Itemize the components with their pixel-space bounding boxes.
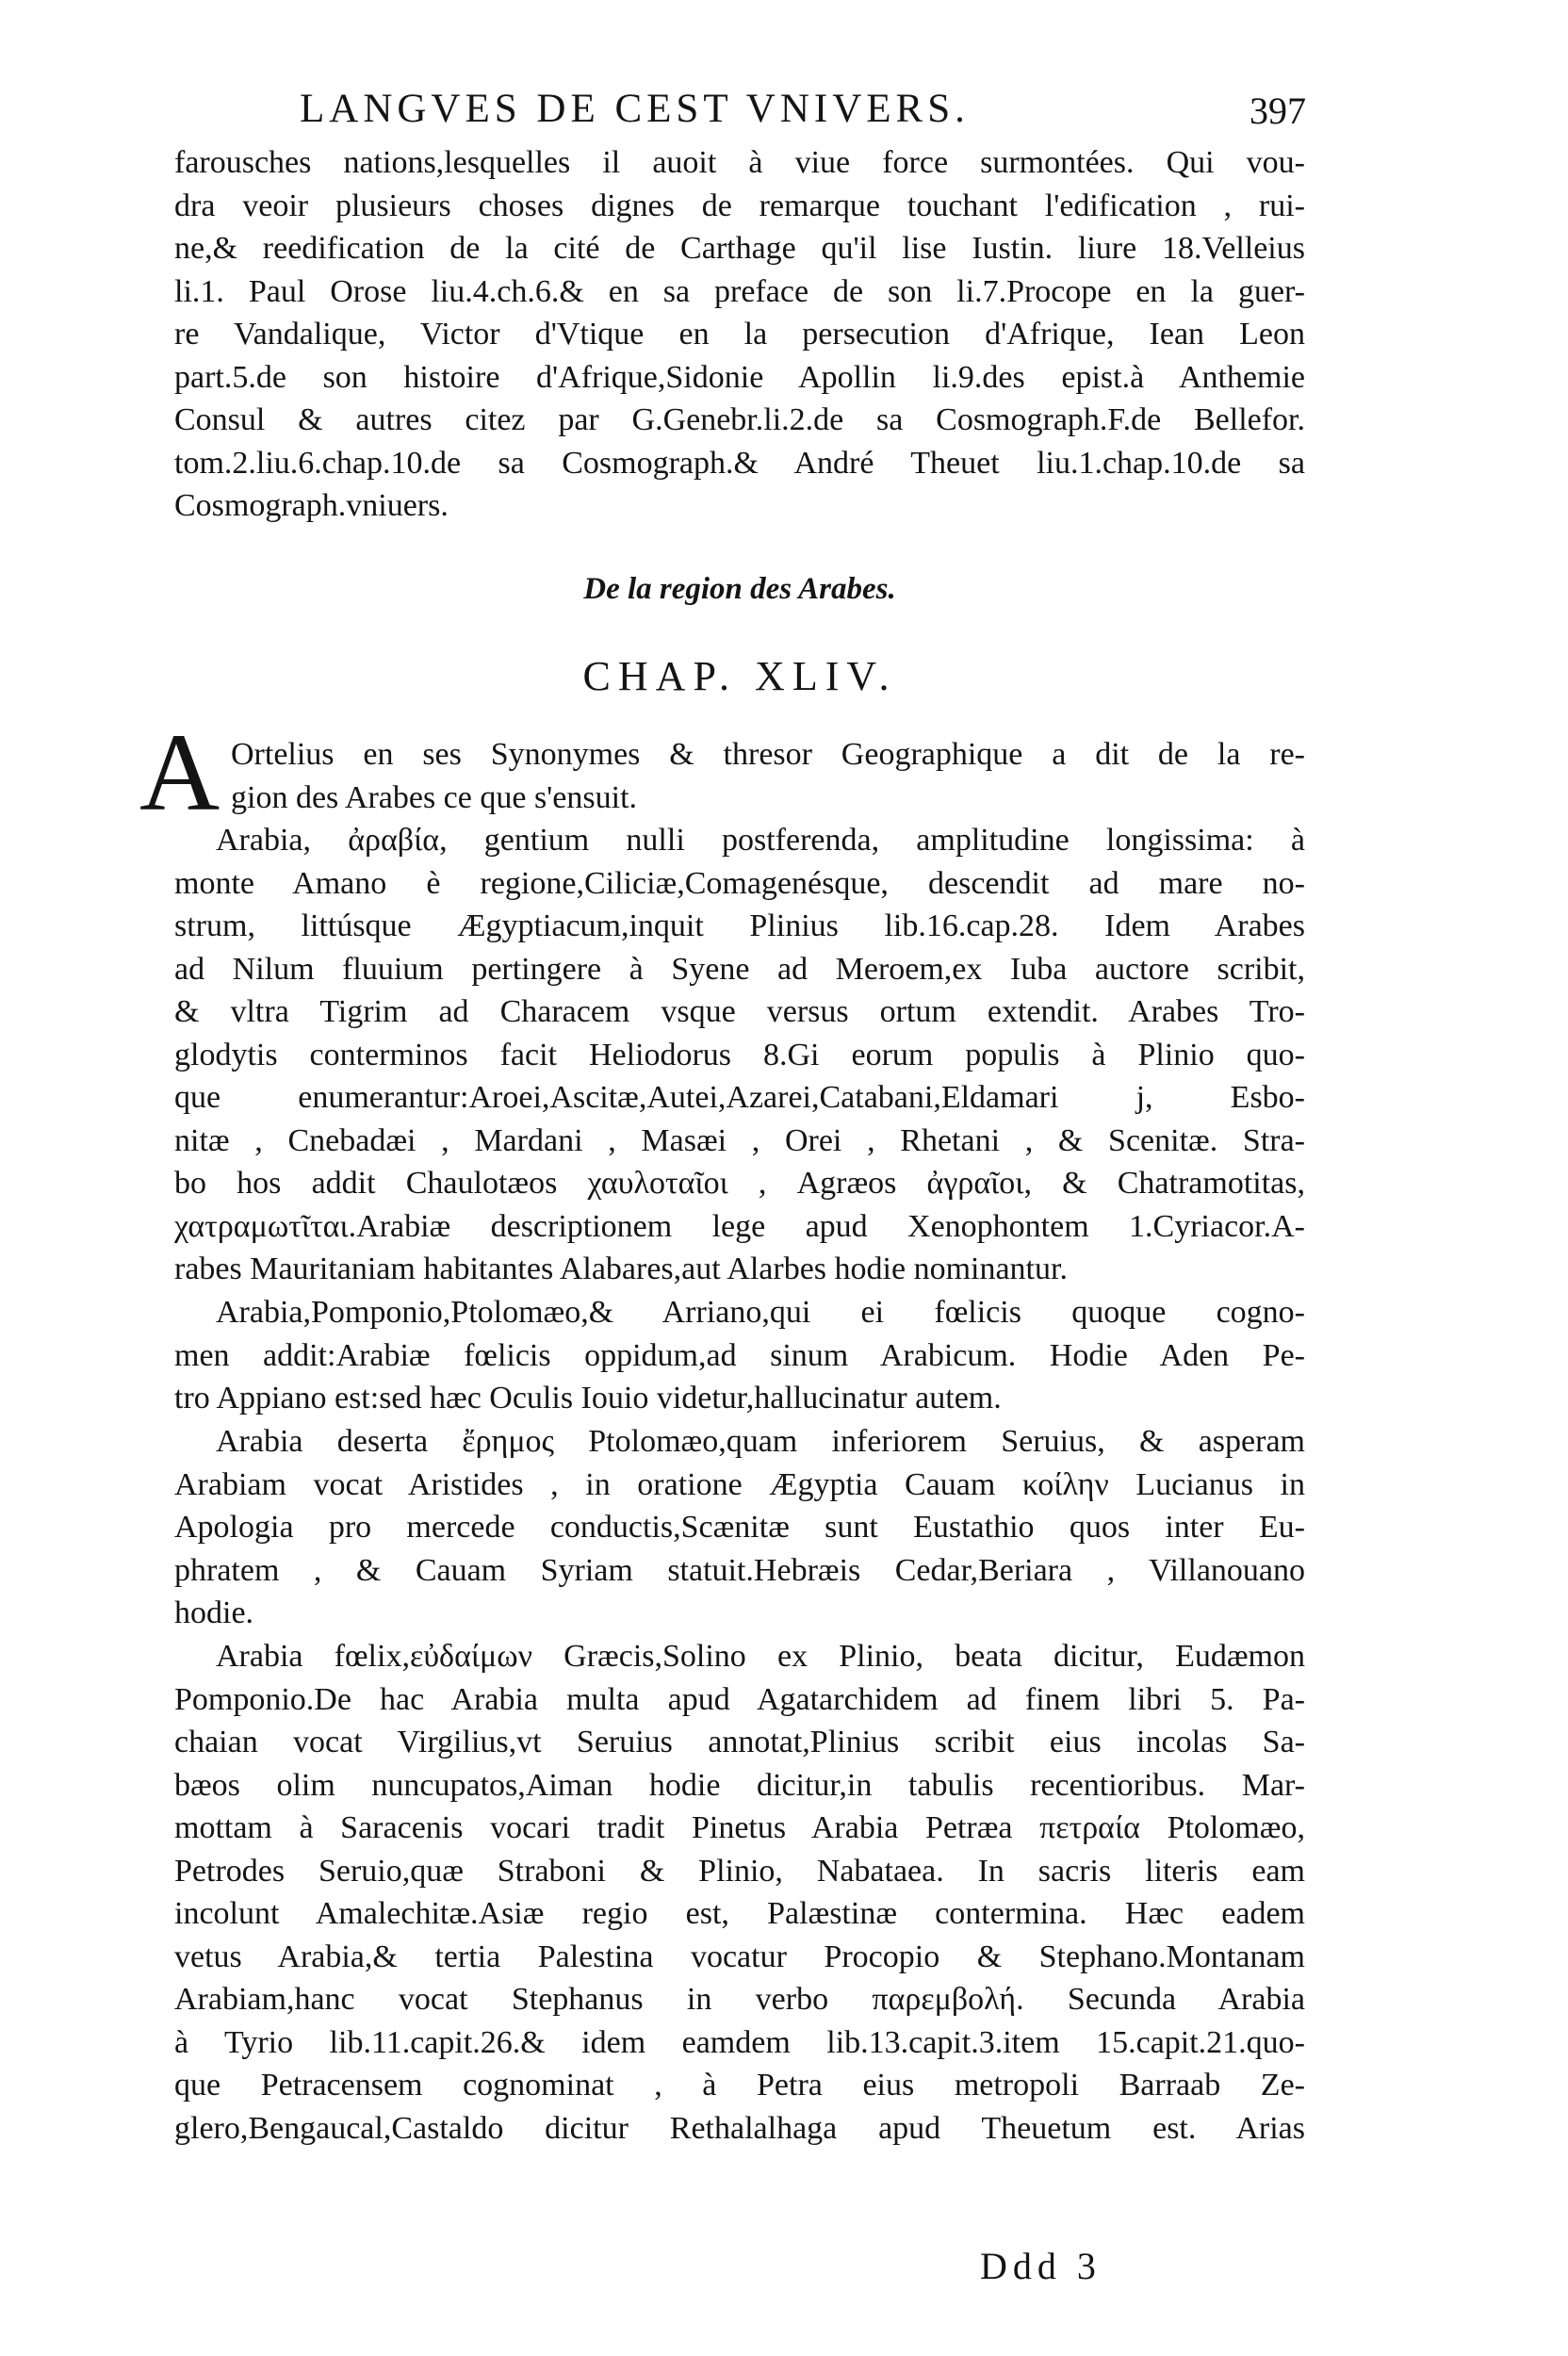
text-line: nitæ , Cnebadæi , Mardani , Masæi , Orei , Rhetani , & Scenitæ. Stra- xyxy=(174,1122,1305,1158)
text-line: part.5.de son histoire d'Afrique,Sidonie Apollin li.9.des epist.à Anthemie xyxy=(174,359,1305,395)
text-line: men addit:Arabiæ fœlicis oppidum,ad sinum Arabicum. Hodie Aden Pe- xyxy=(174,1337,1305,1373)
text-line: Cosmograph.vniuers. xyxy=(174,488,449,523)
text-line: incolunt Amalechitæ.Asiæ regio est, Palæstinæ contermina. Hæc eadem xyxy=(174,1896,1305,1931)
text-line: & vltra Tigrim ad Characem vsque versus ortum extendit. Arabes Tro- xyxy=(174,994,1305,1029)
section-heading: De la region des Arabes. xyxy=(583,572,896,606)
text-line: bæos olim nuncupatos,Aiman hodie dicitur,in tabulis recentioribus. Mar- xyxy=(174,1767,1305,1803)
text-line: re Vandalique, Victor d'Vtique en la persecution d'Afrique, Iean Leon xyxy=(174,317,1305,352)
text-line: glodytis conterminos facit Heliodorus 8.Gi eorum populis à Plinio quo- xyxy=(174,1037,1305,1072)
text-line: hodie. xyxy=(174,1595,254,1630)
text-line: à Tyrio lib.11.capit.26.& idem eamdem lib.13.capit.3.item 15.capit.21.quo- xyxy=(174,2024,1305,2060)
text-line: Arabia fœlix,εὐδαίμων Græcis,Solino ex Plinio, beata dicitur, Eudæmon xyxy=(216,1639,1305,1674)
text-line: strum, littúsque Ægyptiacum,inquit Plinius lib.16.cap.28. Idem Arabes xyxy=(174,908,1305,943)
page-number: 397 xyxy=(1250,90,1306,132)
paragraph-arabia-pomponio xyxy=(174,1291,1305,1420)
continued-paragraph xyxy=(174,141,1305,528)
text-line: vetus Arabia,& tertia Palestina vocatur Procopio & Stephano.Montanam xyxy=(174,1939,1305,1974)
text-line: tro Appiano est:sed hæc Oculis Iouio videtur,hallucinatur autem. xyxy=(174,1381,1002,1415)
running-title: LANGVES DE CEST VNIVERS. xyxy=(300,87,970,131)
text-line: mottam à Saracenis vocari tradit Pinetus Arabia Petræa πετραία Ptolomæo, xyxy=(174,1810,1305,1845)
text-line: gion des Arabes ce que s'ensuit. xyxy=(231,779,638,815)
text-line: Petrodes Seruio,quæ Straboni & Plinio, Nabataea. In sacris literis eam xyxy=(174,1853,1305,1889)
signature-mark: Ddd 3 xyxy=(980,2245,1102,2287)
chapter-heading: CHAP. XLIV. xyxy=(582,653,897,699)
text-line: Arabia,Pomponio,Ptolomæo,& Arriano,qui ei fœlicis quoque cogno- xyxy=(216,1295,1305,1330)
text-line: chaian vocat Virgilius,vt Seruius annotat,Plinius scribit eius incolas Sa- xyxy=(174,1725,1305,1759)
text-line: que enumerantur:Aroei,Ascitæ,Autei,Azarei,Catabani,Eldamari j, Esbo- xyxy=(174,1080,1305,1115)
drop-cap: A xyxy=(139,711,220,834)
paragraph-arabia-deserta xyxy=(174,1420,1305,1635)
text-line: χατραμωτῖται.Arabiæ descriptionem lege apud Xenophontem 1.Cyriacor.A- xyxy=(174,1208,1305,1244)
text-line: monte Amano è regione,Ciliciæ,Comagenésque, descendit ad mare no- xyxy=(174,865,1305,901)
text-line: Apologia pro mercede conductis,Scænitæ sunt Eustathio quos inter Eu- xyxy=(174,1510,1305,1545)
text-line: Ortelius en ses Synonymes & thresor Geographique a dit de la re- xyxy=(231,737,1305,772)
text-line: que Petracensem cognominat , à Petra eius metropoli Barraab Ze- xyxy=(174,2068,1305,2102)
text-line: tom.2.liu.6.chap.10.de sa Cosmograph.& André Theuet liu.1.chap.10.de sa xyxy=(174,445,1305,481)
running-head xyxy=(300,83,1306,139)
paragraph-arabia-foelix xyxy=(174,1635,1305,2150)
text-line: Arabia, ἀραβία, gentium nulli postferenda, amplitudine longissima: à xyxy=(216,823,1305,858)
text-line: ad Nilum fluuium pertingere à Syene ad Meroem,ex Iuba auctore scribit, xyxy=(174,951,1305,987)
paragraph-arabia xyxy=(174,819,1305,1291)
text-line: Arabiam vocat Aristides , in oratione Ægyptia Cauam κοίλην Lucianus in xyxy=(174,1466,1305,1502)
text-line: Pomponio.De hac Arabia multa apud Agatarchidem ad finem libri 5. Pa- xyxy=(174,1681,1305,1717)
text-line: bo hos addit Chaulotæos χαυλοταῖοι , Agræos ἀγραῖοι, & Chatramotitas, xyxy=(174,1166,1305,1201)
text-line: farousches nations,lesquelles il auoit à viue force surmontées. Qui vou- xyxy=(174,145,1305,180)
text-line: rabes Mauritaniam habitantes Alabares,aut Alarbes hodie nominantur. xyxy=(174,1252,1068,1286)
text-line: dra veoir plusieurs choses dignes de remarque touchant l'edification , rui- xyxy=(174,188,1305,223)
paragraph-intro xyxy=(231,733,1305,819)
text-line: Arabia deserta ἔρημος Ptolomæo,quam inferiorem Seruius, & asperam xyxy=(216,1424,1305,1459)
text-line: phratem , & Cauam Syriam statuit.Hebræis Cedar,Beriara , Villanouano xyxy=(174,1552,1305,1588)
text-line: glero,Bengaucal,Castaldo dicitur Rethalalhaga apud Theuetum est. Arias xyxy=(174,2110,1305,2146)
text-line: li.1. Paul Orose liu.4.ch.6.& en sa preface de son li.7.Procope en la guer- xyxy=(174,273,1305,309)
text-line: Arabiam,hanc vocat Stephanus in verbo παρεμβολή. Secunda Arabia xyxy=(174,1982,1305,2017)
text-line: Consul & autres citez par G.Genebr.li.2.de sa Cosmograph.F.de Bellefor. xyxy=(174,402,1305,437)
text-line: ne,& reedification de la cité de Carthage qu'il lise Iustin. liure 18.Velleius xyxy=(174,231,1305,266)
